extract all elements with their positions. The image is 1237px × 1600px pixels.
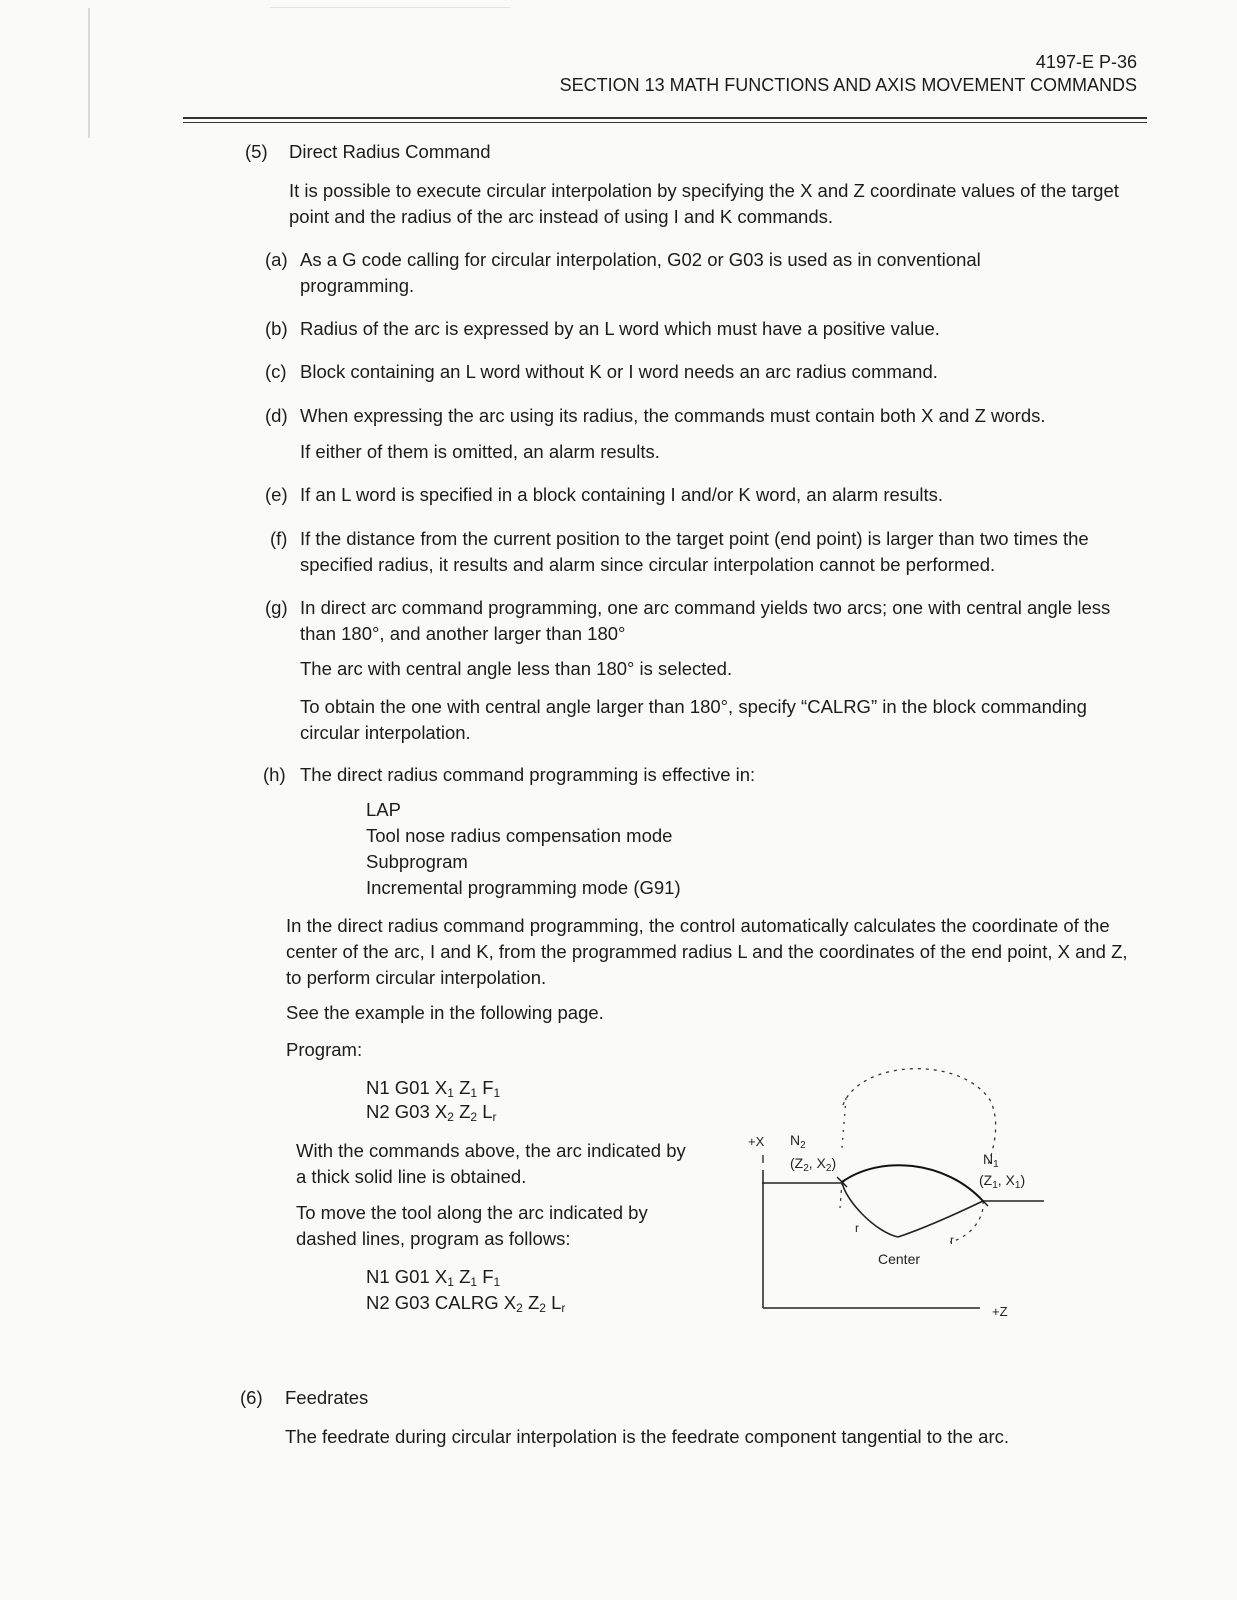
item-label: (e) [265,484,288,505]
scan-edge-mark [88,8,90,138]
radius-line-n2 [842,1182,898,1237]
dashed-large-arc [843,1069,996,1165]
effective-list-item: Incremental programming mode (G91) [366,877,681,898]
item-note: If either of them is omitted, an alarm results. [300,441,660,462]
radius-label-left: r [855,1221,859,1235]
dashed-line-paragraph: To move the tool along the arc indicated by dashed lines, program as follows: [296,1202,648,1249]
intro-paragraph: It is possible to execute circular interpolation by specifying the X and Z coordinate values of the target point and the radius of the arc instead of using I and K commands. [289,180,1119,227]
item-text: If the distance from the current position to the target point (end point) is larger than two times the specified radius, it results and alarm since circular interpolation cannot be performed. [300,528,1089,575]
scan-top-mark [270,7,510,8]
item-text: If an L word is specified in a block containing I and/or K word, an alarm results. [300,484,944,505]
page-id: 4197-E P-36 [1035,52,1137,72]
section-heading: Feedrates [285,1387,369,1408]
item-label: (h) [263,764,286,785]
effective-list-item: Tool nose radius compensation mode [366,825,673,846]
x-axis-label: +X [748,1134,765,1149]
item-text: As a G code calling for circular interpolation, G02 or G03 is used as in conventional programming. [300,249,981,296]
item-label: (c) [265,361,287,382]
program-line-n2: N2 G03 $X_2$ $Z_2$ $L_r$ [366,1101,497,1124]
header-rule-thin [183,122,1147,123]
item-text: When expressing the arc using its radius, the commands must contain both X and Z words. [300,405,1046,426]
item-note: The arc with central angle less than 180° is selected. [300,658,733,679]
item-text: Radius of the arc is expressed by an L word which must have a positive value. [300,318,940,339]
feedrate-paragraph: The feedrate during circular interpolation is the feedrate component tangential to the arc. [285,1426,1009,1447]
item-label: (d) [265,405,288,426]
section-title: SECTION 13 MATH FUNCTIONS AND AXIS MOVEMENT COMMANDS [559,75,1137,95]
arc-diagram [740,1060,1060,1330]
program-line-n2-calrg: N2 G03 CALRG $X_2$ $Z_2$ $L_r$ [366,1292,566,1315]
see-example-paragraph: See the example in the following page. [286,1002,604,1023]
solid-short-arc [842,1165,983,1201]
z-axis-label: +Z [992,1304,1008,1319]
program-line-n1: N1 G01 $X_1$ $Z_1$ $F_1$ [366,1266,501,1289]
item-text: Block containing an L word without K or I word needs an arc radius command. [300,361,938,382]
item-text: The direct radius command programming is effective in: [300,764,756,785]
n1-label: $N_1$ [983,1151,999,1170]
program-label: Program: [286,1039,363,1060]
header-rule [183,117,1147,119]
item-label: (g) [265,597,288,618]
dashed-arc-left-tail [842,1098,846,1148]
item-label: (a) [265,249,288,270]
n2-coordinates: ($Z_2$, $X_2$) [790,1155,837,1174]
dashed-radius-right [950,1201,983,1242]
item-label: (f) [270,528,288,549]
n2-label: $N_2$ [790,1132,806,1151]
effective-list-item: LAP [366,799,401,820]
item-note: To obtain the one with central angle larger than 180°, specify “CALRG” in the block commanding circular interpolation. [300,696,1087,743]
radius-label-right: r [950,1233,954,1247]
n1-coordinates: ($Z_1$, $X_1$) [979,1172,1026,1191]
item-text: In direct arc command programming, one arc command yields two arcs; one with central angle less than 180°, and another larger than 180° [300,597,1111,644]
center-label: Center [878,1251,921,1267]
section-number: (6) [240,1387,263,1408]
auto-calc-paragraph: In the direct radius command programming, the control automatically calculates the coordinate of the center of the arc, I and K, from the programmed radius L and the coordinates of the end point, X and Z, to perform circular interpolation. [286,915,1128,988]
effective-list-item: Subprogram [366,851,468,872]
section-number: (5) [245,141,268,162]
program-line-n1: N1 G01 $X_1$ $Z_1$ $F_1$ [366,1077,501,1100]
section-heading: Direct Radius Command [289,141,491,162]
item-label: (b) [265,318,288,339]
thick-line-paragraph: With the commands above, the arc indicated by a thick solid line is obtained. [296,1140,686,1187]
dashed-radius-left [840,1182,842,1208]
